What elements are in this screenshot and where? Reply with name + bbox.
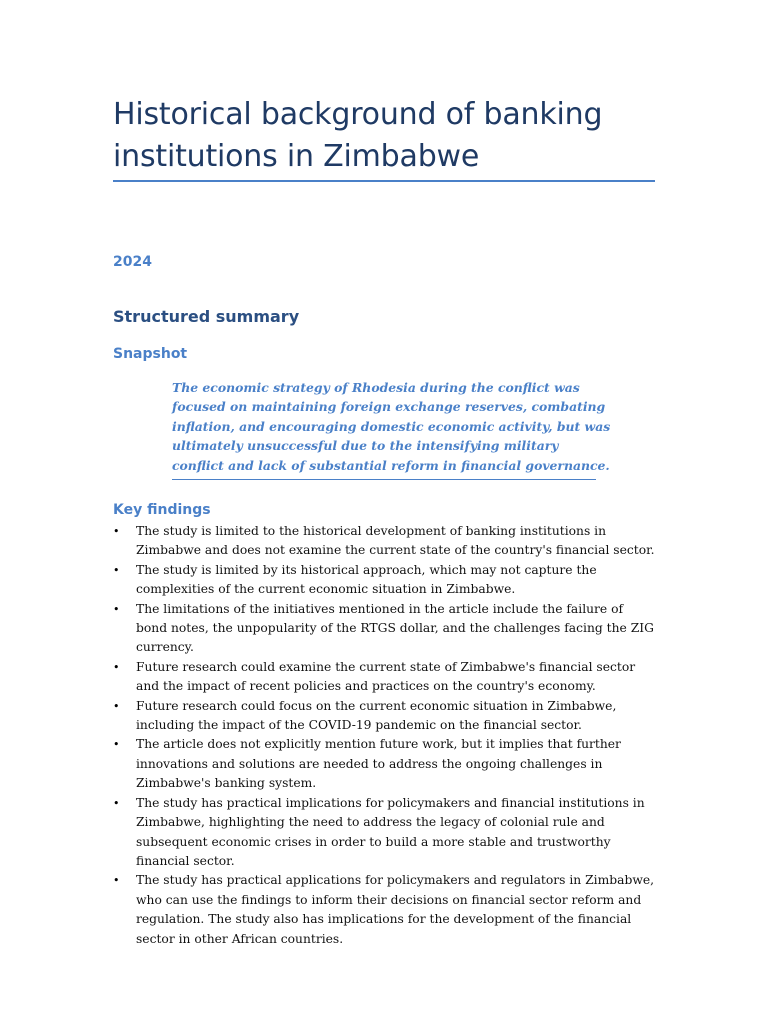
list-item-text: The study has practical applications for policymakers and regulators in Zimbabwe, who can use the findings to inform their decisions on financial sector reform and regulation. The study also has implications for the development of the financial sector in other African countries.	[136, 873, 655, 946]
list-item	[113, 735, 658, 793]
page-title: Historical background of banking institutions in Zimbabwe	[113, 97, 603, 174]
bullet-icon: •	[113, 602, 120, 616]
title-underline	[113, 180, 655, 182]
bullet-icon: •	[113, 660, 120, 674]
list-item	[113, 600, 658, 658]
list-item	[113, 794, 658, 872]
list-item-text: The study has practical implications for policymakers and financial institutions in Zimbabwe, highlighting the need to address the legacy of colonial rule and subsequent economic crises in order to build a more stable and trustworthy financial sector.	[136, 795, 645, 868]
bullet-icon: •	[113, 796, 120, 810]
list-item	[113, 697, 658, 736]
list-item	[113, 871, 658, 949]
section-heading-structured-summary: Structured summary	[113, 307, 300, 326]
list-item-text: The article does not explicitly mention future work, but it implies that further innovations and solutions are needed to address the ongoing challenges in Zimbabwe's banking system.	[136, 737, 621, 791]
list-item	[113, 522, 658, 561]
list-item-text: Future research could examine the current state of Zimbabwe's financial sector and the impact of recent policies and practices on the country's economy.	[136, 659, 636, 694]
bullet-icon: •	[113, 699, 120, 713]
bullet-icon: •	[113, 563, 120, 577]
key-findings-list	[113, 522, 658, 949]
subheading-snapshot: Snapshot	[113, 346, 188, 362]
subheading-key-findings: Key findings	[113, 502, 211, 518]
list-item-text: The limitations of the initiatives mentioned in the article include the failure of bond notes, the unpopularity of the RTGS dollar, and the challenges facing the ZIG currency.	[136, 601, 654, 655]
publication-year: 2024	[113, 254, 152, 270]
list-item-text: The study is limited by its historical approach, which may not capture the complexities of the current economic situation in Zimbabwe.	[136, 562, 597, 597]
bullet-icon: •	[113, 874, 120, 888]
list-item	[113, 561, 658, 600]
list-item-text: Future research could focus on the current economic situation in Zimbabwe, including the impact of the COVID-19 pandemic on the financial sector.	[136, 698, 617, 733]
snapshot-quote: The economic strategy of Rhodesia during the conflict was focused on maintaining foreign exchange reserves, combating inflation, and encouraging domestic economic activity, but was ultimately unsuccessful due to the intensifying military conflict and lack of substantial reform in financial governance.	[172, 380, 611, 473]
quote-underline	[172, 479, 596, 480]
list-item-text: The study is limited to the historical development of banking institutions in Zimbabwe and does not examine the current state of the country's financial sector.	[136, 524, 655, 558]
list-item	[113, 658, 658, 697]
bullet-icon: •	[113, 525, 120, 538]
bullet-icon: •	[113, 738, 120, 752]
